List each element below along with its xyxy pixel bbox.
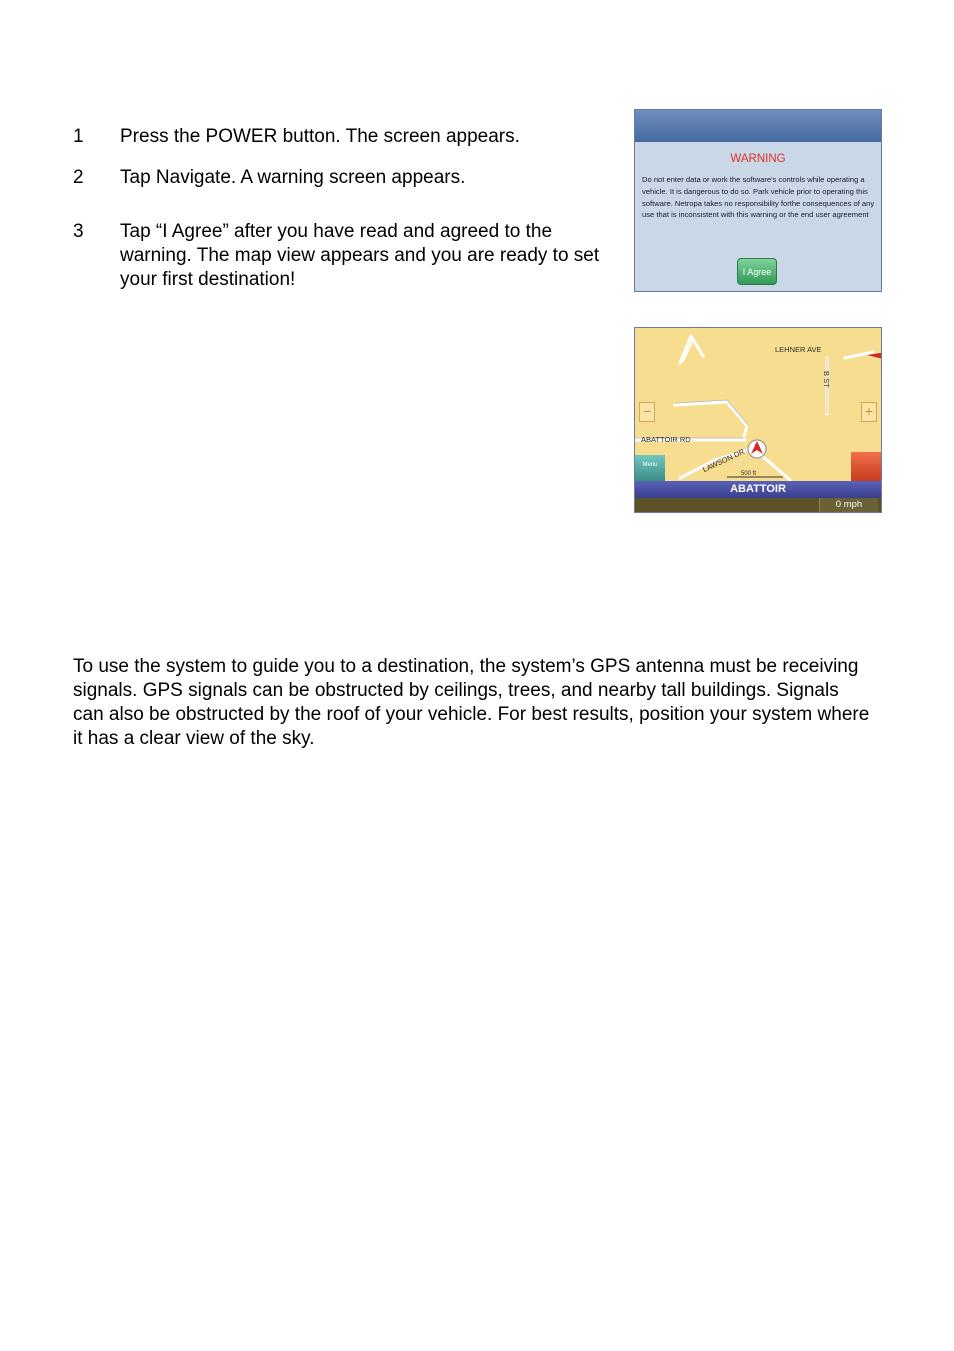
gps-paragraph: To use the system to guide you to a destination, the system’s GPS antenna must be receiving signals. GPS signals can be obstructed by ceilings, trees, and nearby tall buildings. Signals can also be obstructed by the roof of your vehicle. For best results, position your system where it has a clear view of the sky. xyxy=(73,656,870,749)
warning-screenshot xyxy=(634,109,882,292)
status-bar xyxy=(635,498,881,512)
title-bar xyxy=(635,110,881,142)
step-number: 2 xyxy=(73,167,84,188)
zoom-in-button[interactable]: + xyxy=(861,402,877,422)
i-agree-button[interactable]: I Agree xyxy=(737,258,777,285)
zoom-out-button[interactable]: − xyxy=(639,402,655,422)
volume-button[interactable] xyxy=(851,452,881,482)
speed-readout: 0 mph xyxy=(819,498,878,512)
step-number: 3 xyxy=(73,221,84,242)
step-text: Tap Navigate. A warning screen appears. xyxy=(120,167,466,188)
step-number: 1 xyxy=(73,126,84,147)
step-text: Press the POWER button. The screen appears. xyxy=(120,126,520,147)
street-label: B ST xyxy=(822,371,831,388)
street-label: LEHNER AVE xyxy=(775,345,822,354)
street-label: LAWSON DR xyxy=(701,446,746,475)
map-screenshot xyxy=(634,327,882,513)
scale-label: 500 ft xyxy=(741,471,757,477)
step-text: Tap “I Agree” after you have read and agreed to the warning. The map view appears and you are ready to set your first destination! xyxy=(120,221,600,290)
warning-body: Do not enter data or work the software's controls while operating a vehicle. It is dangerous to do so. Park vehicle prior to operating this software. Netropa takes no responsibility forthe consequences of any use that is inconsistent with this warning or the end user agreement xyxy=(642,175,875,220)
menu-button[interactable]: Menu xyxy=(635,455,665,481)
current-street-bar: ABATTOIR xyxy=(635,481,881,498)
street-label: ABATTOIR RD xyxy=(641,435,691,444)
warning-title: WARNING xyxy=(730,153,786,165)
